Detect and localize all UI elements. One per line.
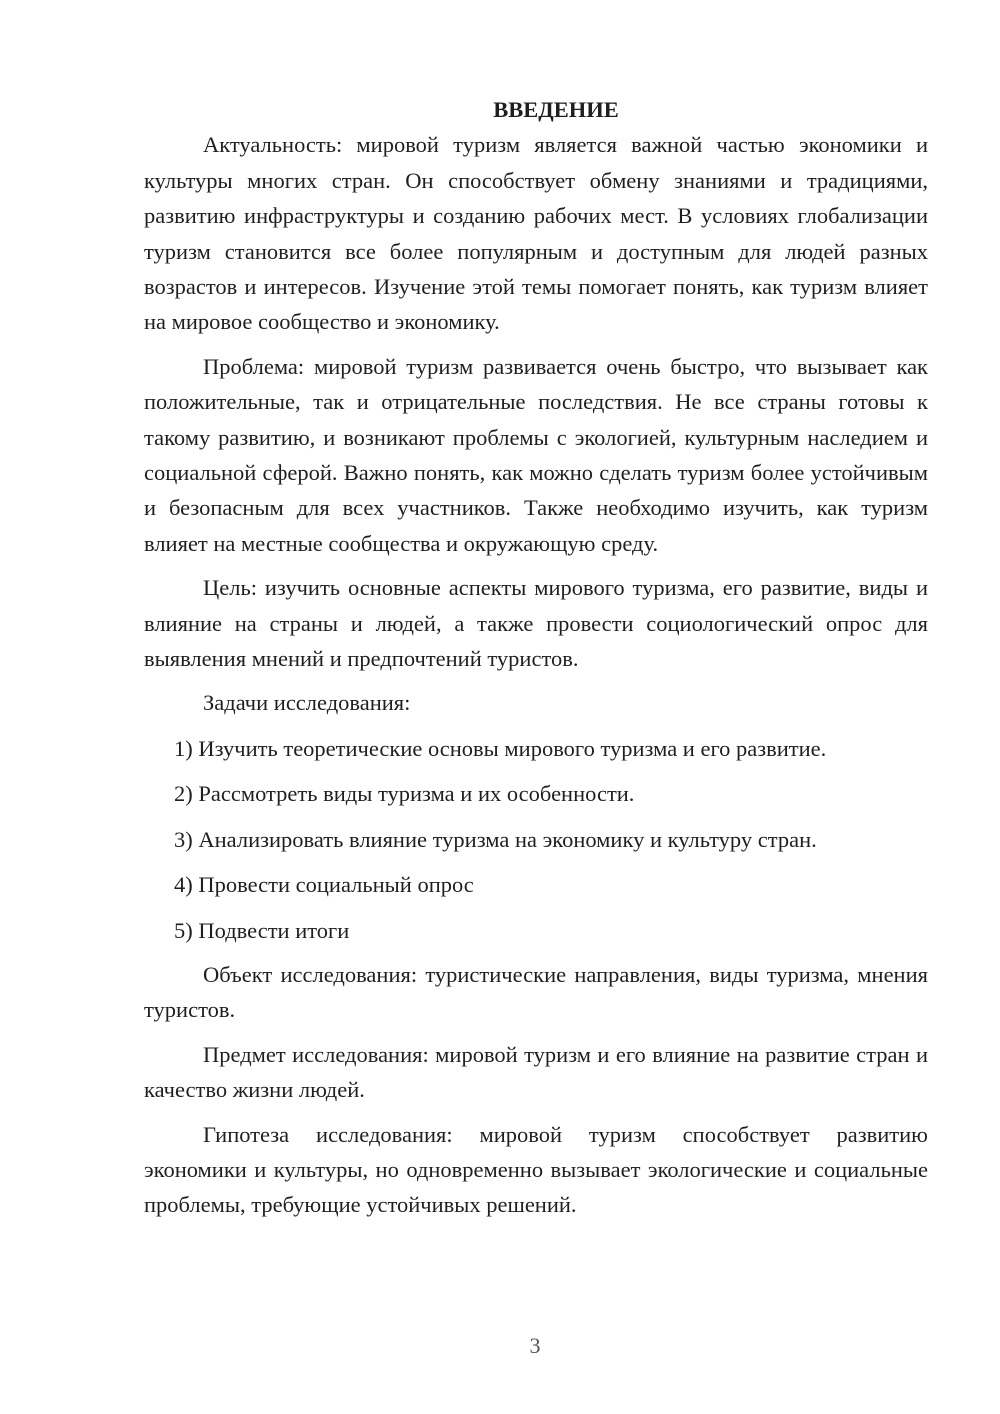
page-title: ВВЕДЕНИЕ — [493, 97, 619, 122]
task-item: 3) Анализировать влияние туризма на экономику и культуру стран. — [174, 826, 817, 852]
paragraph-problem: Проблема: мировой туризм развивается очень быстро, что вызывает как положительные, так и отрицательные последствия. Не все страны готовы к такому развитию, и возникают проблемы с экологией, культурным наследием и социальной сферой. Важно понять, как можно сделать туризм более устойчивым и безопасным для всех участников. Также необходимо изучить, как туризм влияет на местные сообщества и окружающую среду. — [144, 353, 928, 556]
paragraph-object: Объект исследования: туристические направления, виды туризма, мнения туристов. — [144, 961, 928, 1023]
task-item: 1) Изучить теоретические основы мирового туризма и его развитие. — [174, 735, 827, 761]
task-item: 2) Рассмотреть виды туризма и их особенности. — [174, 781, 635, 807]
page-content — [144, 92, 928, 1223]
paragraph-relevance: Актуальность: мировой туризм является важной частью экономики и культуры многих стран. Он способствует обмену знаниями и традициями, развитию инфраструктуры и созданию рабочих мест. В условиях глобализации туризм становится все более популярным и доступным для людей разных возрастов и интересов. Изучение этой темы помогает понять, как туризм влияет на мировое сообщество и экономику. — [144, 132, 928, 335]
task-item: 4) Провести социальный опрос — [174, 872, 474, 898]
task-item: 5) Подвести итоги — [174, 917, 350, 943]
tasks-heading: Задачи исследования: — [203, 690, 411, 716]
paragraph-goal: Цель: изучить основные аспекты мирового туризма, его развитие, виды и влияние на страны и людей, а также провести социологический опрос для выявления мнений и предпочтений туристов. — [144, 575, 928, 672]
page-number: 3 — [529, 1333, 541, 1358]
paragraph-subject: Предмет исследования: мировой туризм и его влияние на развитие стран и качество жизни людей. — [144, 1041, 928, 1103]
paragraph-hypothesis: Гипотеза исследования: мировой туризм способствует развитию экономики и культуры, но одновременно вызывает экологические и социальные проблемы, требующие устойчивых решений. — [144, 1121, 928, 1218]
